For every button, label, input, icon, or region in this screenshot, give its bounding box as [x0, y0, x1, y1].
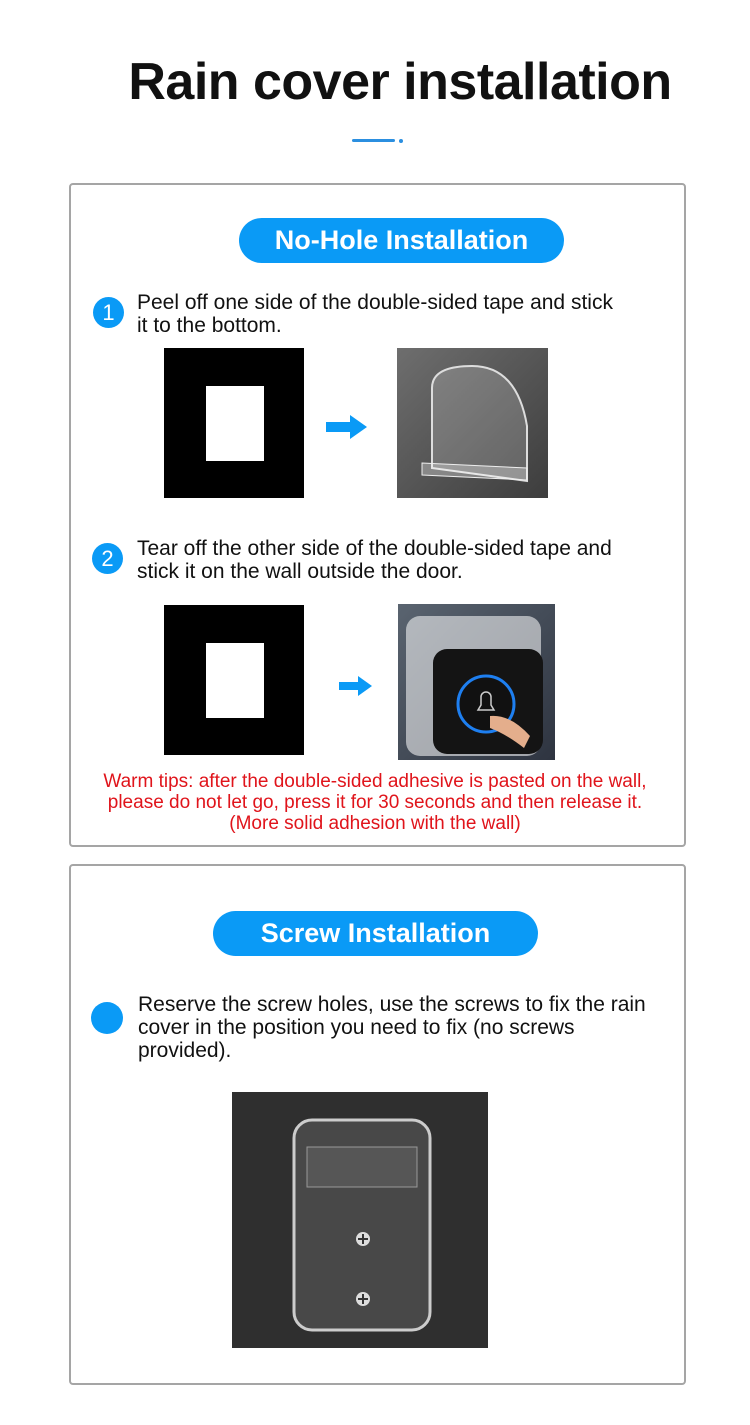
title-underline-dot [399, 139, 403, 143]
arrow-right-icon [326, 414, 368, 440]
doorbell-on-wall-photo [398, 604, 555, 760]
step-1-badge: 1 [93, 297, 124, 328]
screw-text: Reserve the screw holes, use the screws to fix the rain cover in the position you need to fix (no screws provided). [138, 993, 646, 1062]
bullet-icon [91, 1002, 123, 1034]
tape-placeholder-image [164, 348, 304, 498]
rain-cover-screw-photo [232, 1092, 488, 1348]
step-2-badge: 2 [92, 543, 123, 574]
arrow-right-icon [339, 676, 373, 696]
page-title: Rain cover installation [128, 53, 672, 111]
rain-cover-photo [397, 348, 548, 498]
warm-tips: Warm tips: after the double-sided adhesive is pasted on the wall, please do not let go, press it for 30 seconds and then release it. (More solid adhesion with the wall) [103, 771, 647, 834]
no-hole-heading: No-Hole Installation [239, 218, 564, 263]
no-hole-section [69, 183, 686, 847]
screw-heading: Screw Installation [213, 911, 538, 956]
step-1-text: Peel off one side of the double-sided tape and stick it to the bottom. [137, 291, 613, 337]
step-2-text: Tear off the other side of the double-sided tape and stick it on the wall outside the door. [137, 537, 612, 583]
title-underline [352, 139, 395, 142]
tape-placeholder-image [164, 605, 304, 755]
